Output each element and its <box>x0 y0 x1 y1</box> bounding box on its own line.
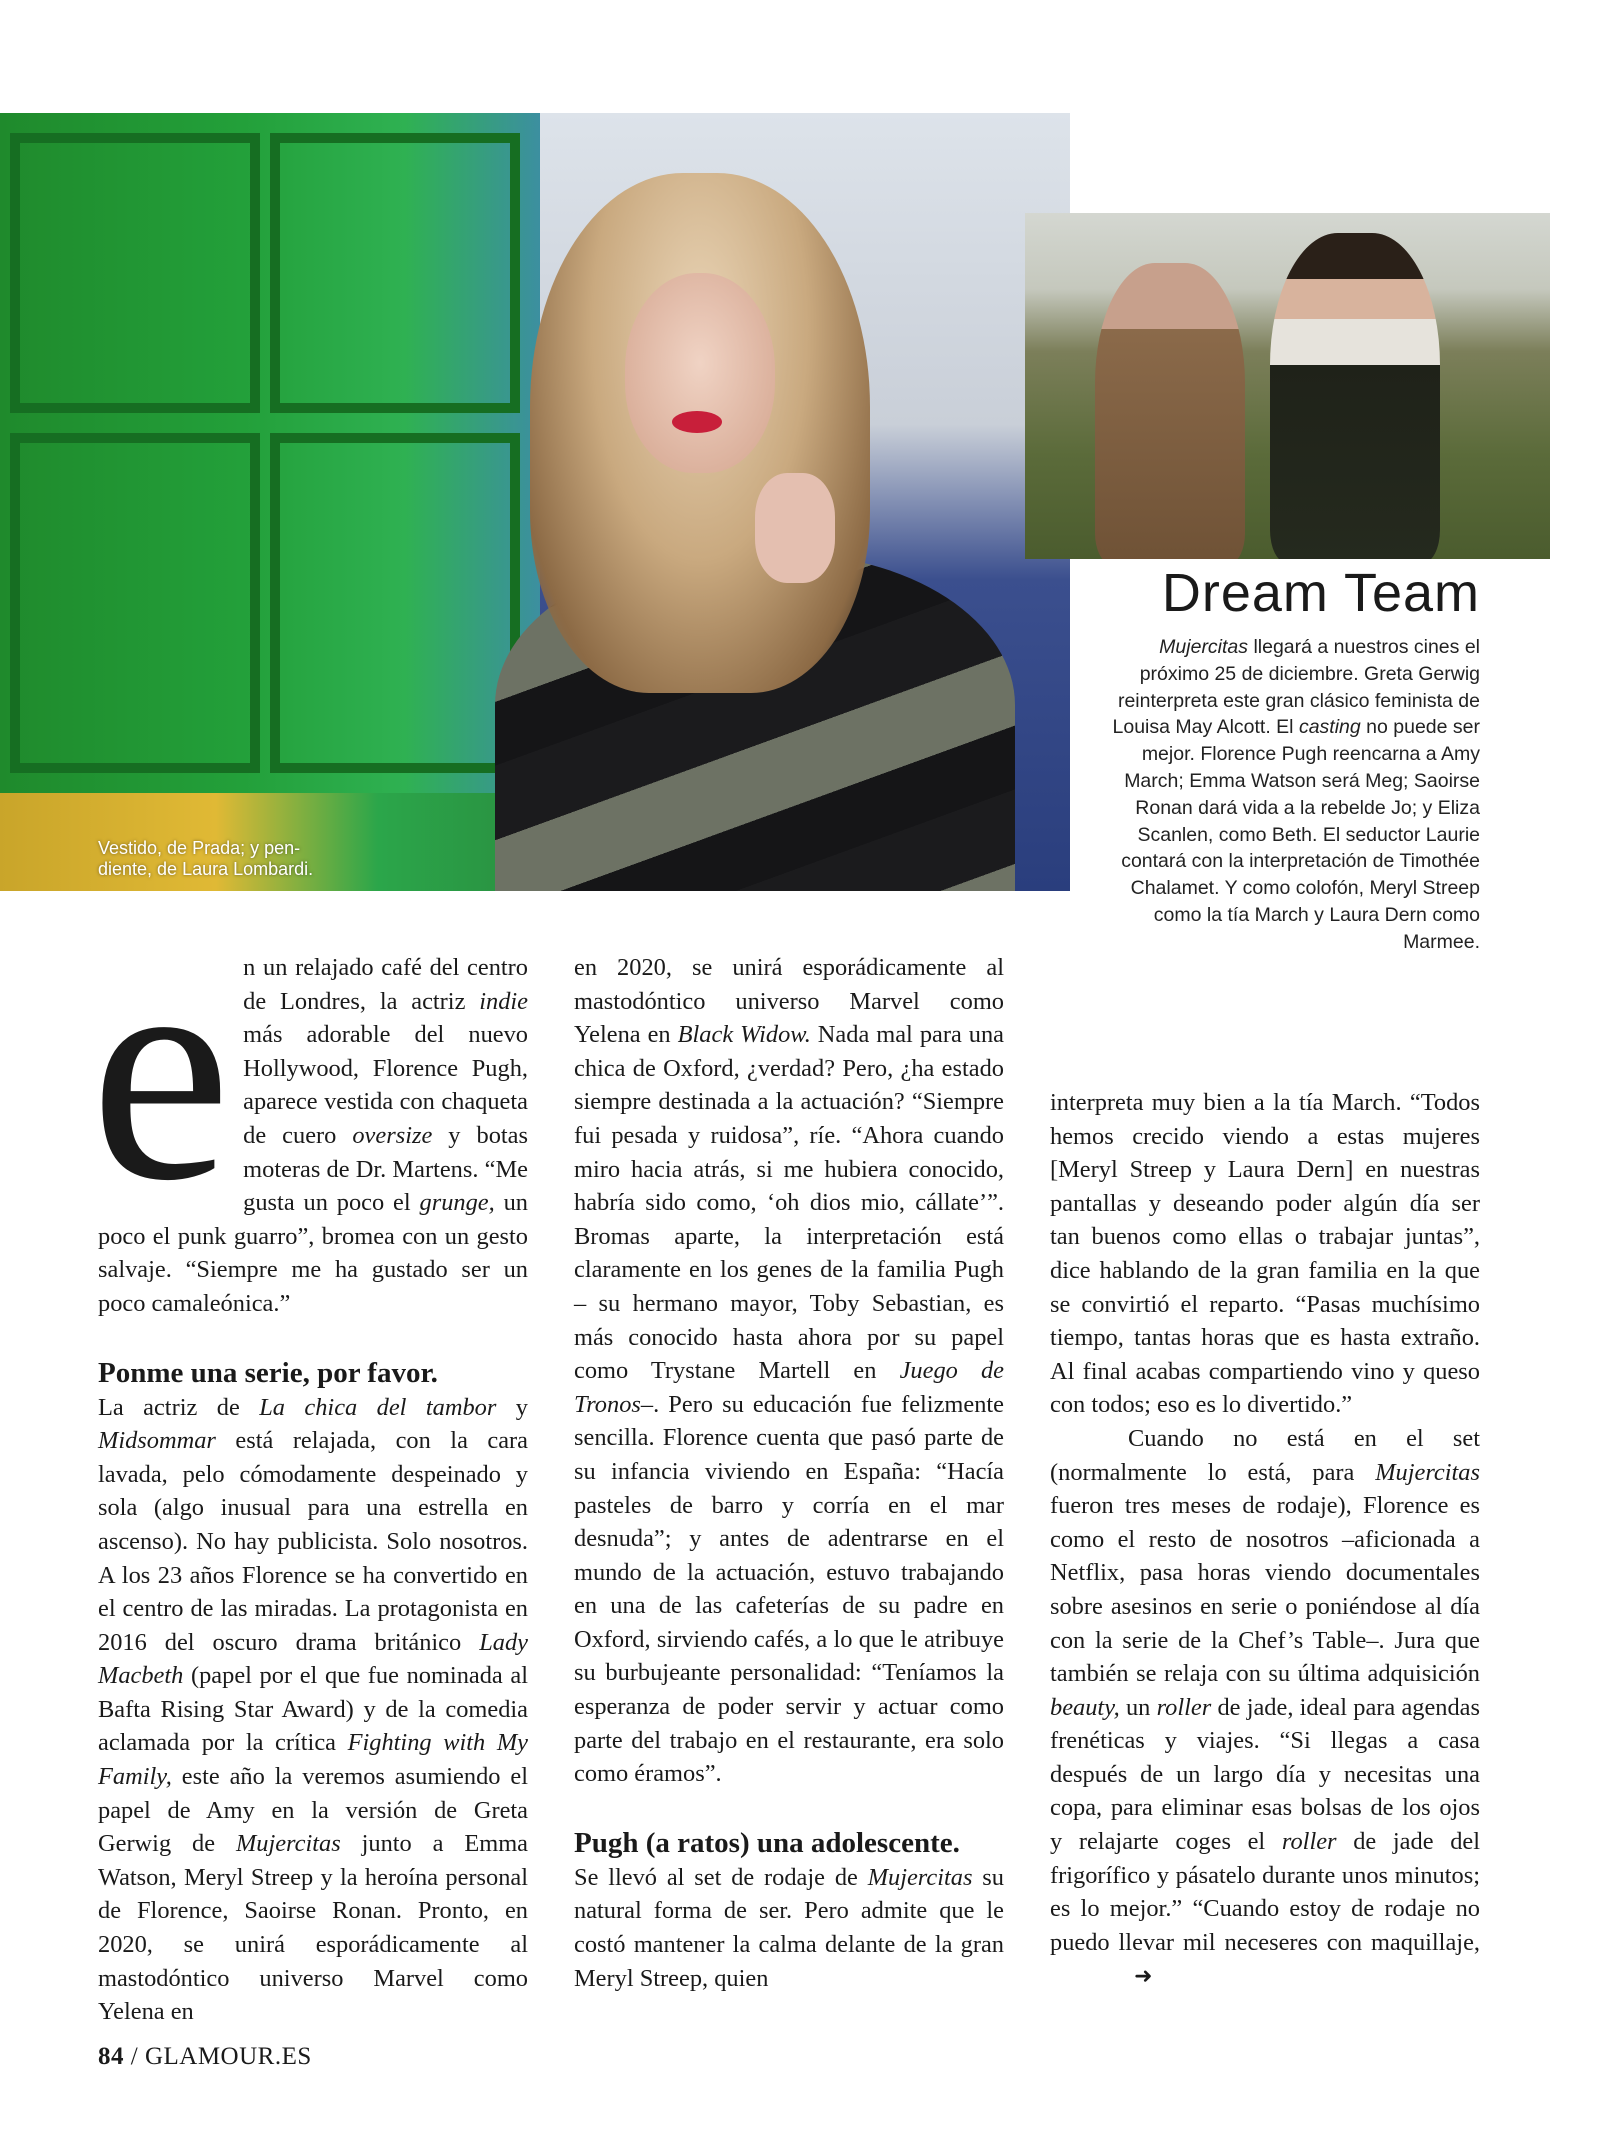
film-still-photo <box>1025 213 1550 559</box>
body-paragraph <box>574 1861 1004 1995</box>
hand <box>755 473 835 583</box>
text-run: Juego de Tronos <box>574 1357 1004 1418</box>
red-lips <box>672 411 722 433</box>
text-run: Nada mal para una chica de Oxford, ¿verdad? Pero, ¿ha estado siempre destinada a la actuación? “Siempre fui pesada y ruidosa”, ríe. “Ahora cuando miro hacia atrás, si me hubiera conocido, habría sido como, ‘oh dios mio, cállate’”. Bromas aparte, la interpretación está claramente en los genes de la familia Pugh – su hermano mayor, Toby Sebastian, es más conocido hasta ahora por su papel como Trystane Martell en <box>574 1021 1004 1385</box>
text-run: Mujercitas <box>1375 1458 1480 1486</box>
drop-cap: e <box>90 894 232 1246</box>
body-paragraph: interpreta muy bien a la tía March. “Todos hemos crecido viendo a estas mujeres [Meryl Streep y Laura Dern] en nuestras pantallas y deseando poder algún día ser tan buenos como ellas o trabajar juntas”, dice hablando de la gran familia en la que se convirtió el reparto. “Pasas muchísimo tiempo, tantas horas que es hasta extraño. Al final acabas compartiendo vino y queso con todos; eso es lo divertido.” <box>1050 1089 1480 1419</box>
face <box>625 273 775 473</box>
text-run: Cuando no está en el set (normalmente lo está, para <box>1050 1424 1480 1486</box>
section-heading: Ponme una serie, por favor. <box>98 1356 438 1389</box>
text-run: en 2020, se unirá esporádicamente al mastodóntico universo Marvel como Yelena en <box>574 954 1004 1049</box>
text-run: fueron tres meses de rodaje), Florence es como el resto de nosotros –aficionada a Netflix, pasa horas viendo documentales sobre asesinos en serie o poniéndose al día con la serie de la Chef’s Table–. Jura que también se relaja con su última adquisición <box>1050 1492 1480 1688</box>
film-title: Mujercitas <box>1159 636 1249 658</box>
text-run: La chica del tambor <box>259 1393 497 1421</box>
body-paragraph <box>98 1391 528 2029</box>
text-run: Se llevó al set de rodaje de <box>574 1863 868 1891</box>
text-run: –. Pero su educación fue felizmente sencilla. Florence cuenta que pasó parte de su infancia viviendo en España: “Hacía pasteles de barro y corría en el mar desnuda”; y antes de adentrarse en el mundo de la actuación, estuvo trabajando en una de las cafeterías de su padre en Oxford, sirviendo cafés, a lo que le atribuye su burbujeante personalidad: “Teníamos la esperanza de poder servir y actuar como parte del trabajo en el restaurante, era solo como éramos”. <box>574 1390 1004 1788</box>
green-door <box>0 113 540 891</box>
text-run: y <box>496 1393 528 1421</box>
text-run: está relajada, con la cara lavada, pelo cómodamente despeinado y sola (algo inusual para una estrella en ascenso). No hay publicista. Solo nosotros. A los 23 años Florence se ha convertido en el centro de las miradas. La protagonista en 2016 del oscuro drama británico <box>98 1427 528 1656</box>
actress-figure <box>1095 263 1245 559</box>
body-paragraph <box>1050 1422 1480 1994</box>
door-panel <box>10 433 260 773</box>
text-run: no puede ser mejor. Florence Pugh reencarna a Amy March; Emma Watson será Meg; Saoirse Ronan dará vida a la rebelde Jo; y Eliza Scanlen, como Beth. El seductor Laurie contará con la interpretación de Timothée Chalamet. Y como colofón, Meryl Streep como la tía March y Laura Dern como Marmee. <box>1121 716 1480 953</box>
page-number: 84 <box>98 2043 124 2070</box>
text-run: Lady Macbeth <box>98 1628 528 1690</box>
text-run: La actriz de <box>98 1393 260 1421</box>
intro-paragraph <box>90 894 528 1321</box>
text-run: llegará a nuestros cines el próximo 25 de diciembre. Greta Gerwig reinterpreta este gran clásico feminista de Louisa May Alcott. El <box>1112 636 1480 739</box>
text-run: de jade, ideal para agendas frenéticas y viajes. “Si llegas a casa después de un largo día y necesitas una copa, para eliminar esas bolsas de los ojos y relajarte coges el <box>1050 1693 1480 1856</box>
door-panel <box>10 133 260 413</box>
text-run: y botas moteras de Dr. Martens. “Me gusta un poco el <box>243 1121 528 1217</box>
text-run: (papel por el que fue nominada al Bafta Rising Star Award) y de la comedia aclamada por la crítica <box>98 1662 528 1757</box>
arrow-right-icon: ➜ <box>1134 1964 1153 1990</box>
text-run: oversize <box>352 1121 433 1149</box>
text-run: roller <box>1156 1693 1212 1721</box>
text-run: un <box>1119 1693 1157 1721</box>
text-run: Midsommar <box>98 1427 216 1455</box>
text-run: más adorable del nuevo Hollywood, Florence Pugh, aparece vestida con chaqueta de cuero <box>243 1021 528 1149</box>
text-run: junto a Emma Watson, Meryl Streep y la heroína personal de Florence, Saoirse Ronan. Pronto, en 2020, se unirá esporádicamente al mastodóntico universo Marvel como Yelena en <box>98 1830 528 2026</box>
door-panel <box>270 133 520 413</box>
article-column-1 <box>90 894 528 2029</box>
article-column-3 <box>1050 1086 1480 1994</box>
door-panel <box>270 433 520 773</box>
text-run: grunge, <box>419 1189 495 1217</box>
text-run: indie <box>479 987 528 1015</box>
text-run: su natural forma de ser. Pero admite que le costó mantener la calma delante de la gran Meryl Streep, quien <box>574 1863 1004 1992</box>
text-run: un poco el punk guarro”, bromea con un gesto salvaje. “Siempre me ha gustado ser un poco camaleónica.” <box>98 1189 528 1317</box>
photo-caption <box>98 838 418 880</box>
text-run: Black Widow. <box>677 1021 811 1049</box>
sidebar-title: Dream Team <box>1161 563 1480 623</box>
publication-name: GLAMOUR.ES <box>144 2043 312 2070</box>
text-run: n un relajado café del centro de Londres, la actriz <box>243 954 528 1015</box>
text-run: beauty, <box>1050 1693 1120 1721</box>
text-run: casting <box>1298 716 1361 739</box>
caption-line: Vestido, de Prada; y pen- <box>98 838 301 858</box>
article-column-2 <box>574 951 1004 1995</box>
text-run: este año la veremos asumiendo el papel de Amy en la versión de Greta Gerwig de <box>98 1763 528 1858</box>
footer-separator: / <box>124 2043 145 2070</box>
text-run: Fighting with My Family, <box>98 1729 528 1791</box>
page-footer <box>98 2043 312 2071</box>
text-run: roller <box>1281 1828 1337 1856</box>
text-run: Mujercitas <box>235 1830 341 1858</box>
body-paragraph <box>574 951 1004 1791</box>
main-portrait-photo <box>0 113 1070 891</box>
caption-line: diente, de Laura Lombardi. <box>98 859 314 879</box>
text-run: Mujercitas <box>867 1863 973 1891</box>
actor-figure <box>1270 233 1440 559</box>
section-heading: Pugh (a ratos) una adolescente. <box>574 1826 960 1859</box>
sidebar-text <box>1085 634 1480 956</box>
text-run: de jade del frigorífico y pásatelo durante unos minutos; es lo mejor.” “Cuando estoy de rodaje no puedo llevar mil neceseres con maquillaje, <box>1050 1828 1480 1956</box>
